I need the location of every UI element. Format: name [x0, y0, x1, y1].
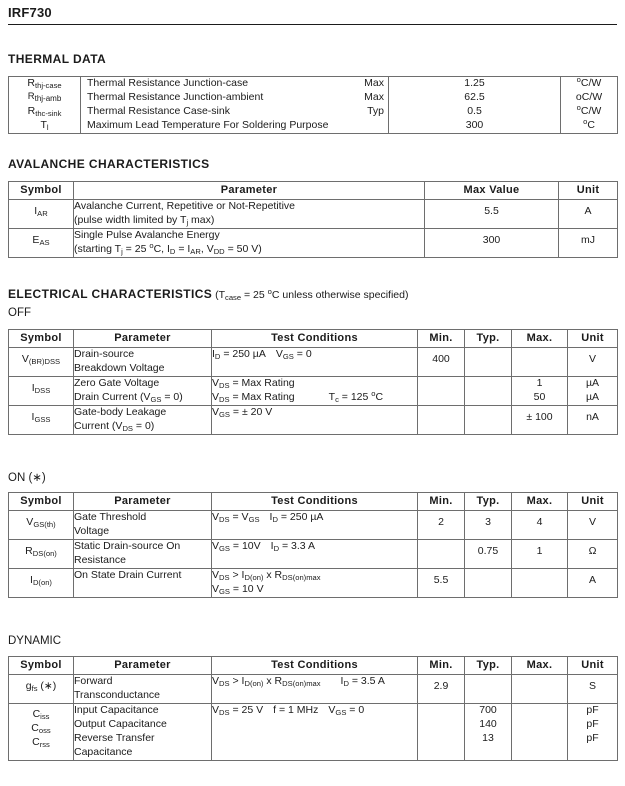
off-max: ± 100: [512, 405, 568, 434]
off-symbol: $V_{(BR)DSS}$: [9, 348, 74, 377]
thermal-symbol: $R_{thj-amb}$: [9, 91, 81, 105]
off-test-conditions: $V_{GS}$ = ± 20 V: [212, 405, 418, 434]
table-row: [9, 348, 618, 377]
off-max: [512, 348, 568, 377]
table-header-row: [9, 182, 618, 200]
dynamic-unit: pF pF pF: [568, 703, 618, 760]
on-unit: A: [568, 568, 618, 597]
thermal-value: 62.5: [389, 91, 561, 105]
column-header-unit: Unit: [568, 493, 618, 511]
dynamic-parameter: Input Capacitance Output Capacitance Reverse Transfer Capacitance: [74, 703, 212, 760]
on-parameter: On State Drain Current: [74, 568, 212, 597]
section-heading-thermal: THERMAL DATA: [8, 52, 107, 66]
subsection-heading-on: ON (∗): [8, 472, 46, 484]
column-header-symbol: Symbol: [9, 493, 74, 511]
table-row: [9, 568, 618, 597]
thermal-parameter: Maximum Lead Temperature For Soldering Purpose: [81, 119, 389, 133]
thermal-unit: $^o$C/W: [561, 105, 618, 119]
thermal-value: 1.25: [389, 77, 561, 91]
thermal-symbol: $R_{thj-case}$: [9, 77, 81, 91]
on-test-conditions: $V_{DS} = V_{GS}$ $I_D = 250$ µA: [212, 511, 418, 540]
table-row: [9, 405, 618, 434]
dynamic-max: [512, 675, 568, 704]
thermal-data-table: [8, 76, 618, 134]
off-typ: [465, 405, 512, 434]
on-test-conditions: $V_{DS} > I_{D(on)}$ x $R_{DS(on)max}$ $V_{GS} = 10$ V: [212, 568, 418, 597]
off-test-conditions: $V_{DS}$ = Max Rating $V_{DS}$ = Max Rating $T_c = 125$ $^o$C: [212, 376, 418, 405]
column-header-max: Max.: [512, 657, 568, 675]
column-header-unit: Unit: [568, 657, 618, 675]
column-header-min: Min.: [418, 330, 465, 348]
table-row: [9, 539, 618, 568]
thermal-parameter: Thermal Resistance Junction-case Max: [81, 77, 389, 91]
on-min: 5.5: [418, 568, 465, 597]
dynamic-max: [512, 703, 568, 760]
off-max: 1 50: [512, 376, 568, 405]
thermal-value: 300: [389, 119, 561, 133]
on-max: 1: [512, 539, 568, 568]
table-row: [9, 200, 618, 229]
thermal-unit: $^o$C: [561, 119, 618, 133]
on-min: [418, 539, 465, 568]
column-header-parameter: Parameter: [74, 182, 425, 200]
off-min: 400: [418, 348, 465, 377]
column-header-max: Max.: [512, 493, 568, 511]
on-max: [512, 568, 568, 597]
table-row: [9, 228, 618, 257]
on-unit: Ω: [568, 539, 618, 568]
avalanche-parameter: Avalanche Current, Repetitive or Not-Repetitive (pulse width limited by $T_j$ max): [74, 200, 425, 229]
table-header-row: [9, 657, 618, 675]
dynamic-typ: [465, 675, 512, 704]
dynamic-test-conditions: $V_{DS} = 25$ V f = 1 MHz $V_{GS} = 0$: [212, 703, 418, 760]
column-header-min: Min.: [418, 493, 465, 511]
subsection-heading-off: OFF: [8, 307, 31, 319]
on-max: 4: [512, 511, 568, 540]
thermal-value: 0.5: [389, 105, 561, 119]
off-test-conditions: $I_D = 250$ µA $V_{GS} = 0$: [212, 348, 418, 377]
column-header-unit: Unit: [559, 182, 618, 200]
title-divider: [8, 24, 617, 25]
off-symbol: $I_{GSS}$: [9, 405, 74, 434]
column-header-test-conditions: Test Conditions: [212, 493, 418, 511]
avalanche-symbol: $E_{AS}$: [9, 228, 74, 257]
thermal-parameter: Thermal Resistance Case-sink Typ: [81, 105, 389, 119]
dynamic-table: [8, 656, 618, 761]
avalanche-max-value: 300: [425, 228, 559, 257]
off-symbol: $I_{DSS}$: [9, 376, 74, 405]
section-heading-electrical: ELECTRICAL CHARACTERISTICS ($T_{case} = 25$ $^o$C unless otherwise specified): [8, 287, 409, 303]
on-typ: 3: [465, 511, 512, 540]
on-typ: 0.75: [465, 539, 512, 568]
dynamic-unit: S: [568, 675, 618, 704]
thermal-unit: oC/W: [561, 91, 618, 105]
off-unit: nA: [568, 405, 618, 434]
dynamic-min: [418, 703, 465, 760]
column-header-unit: Unit: [568, 330, 618, 348]
off-typ: [465, 348, 512, 377]
dynamic-min: 2.9: [418, 675, 465, 704]
column-header-max-value: Max Value: [425, 182, 559, 200]
avalanche-max-value: 5.5: [425, 200, 559, 229]
table-header-row: [9, 493, 618, 511]
on-symbol: $I_{D(on)}$: [9, 568, 74, 597]
column-header-symbol: Symbol: [9, 330, 74, 348]
column-header-symbol: Symbol: [9, 657, 74, 675]
column-header-typ: Typ.: [465, 493, 512, 511]
table-header-row: [9, 330, 618, 348]
off-parameter: Gate-body Leakage Current $(V_{DS} = 0)$: [74, 405, 212, 434]
thermal-parameter: Thermal Resistance Junction-ambient Max: [81, 91, 389, 105]
thermal-symbol: $R_{thc-sink}$: [9, 105, 81, 119]
dynamic-test-conditions: $V_{DS} > I_{D(on)}$ x $R_{DS(on)max}$ $I_D = 3.5$ A: [212, 675, 418, 704]
off-min: [418, 376, 465, 405]
page-title: IRF730: [8, 5, 52, 20]
column-header-typ: Typ.: [465, 657, 512, 675]
table-row: [9, 511, 618, 540]
on-min: 2: [418, 511, 465, 540]
avalanche-symbol: $I_{AR}$: [9, 200, 74, 229]
column-header-parameter: Parameter: [74, 330, 212, 348]
on-unit: V: [568, 511, 618, 540]
column-header-parameter: Parameter: [74, 493, 212, 511]
on-typ: [465, 568, 512, 597]
column-header-typ: Typ.: [465, 330, 512, 348]
on-test-conditions: $V_{GS} = 10V$ $I_D = 3.3$ A: [212, 539, 418, 568]
on-parameter: Static Drain-source On Resistance: [74, 539, 212, 568]
off-parameter: Zero Gate Voltage Drain Current $(V_{GS} = 0)$: [74, 376, 212, 405]
table-row: [9, 77, 618, 91]
on-symbol: $R_{DS(on)}$: [9, 539, 74, 568]
avalanche-unit: A: [559, 200, 618, 229]
table-row: [9, 376, 618, 405]
section-heading-avalanche: AVALANCHE CHARACTERISTICS: [8, 157, 210, 171]
column-header-test-conditions: Test Conditions: [212, 657, 418, 675]
off-unit: µA µA: [568, 376, 618, 405]
subsection-heading-dynamic: DYNAMIC: [8, 635, 62, 647]
off-table: [8, 329, 618, 435]
off-parameter: Drain-source Breakdown Voltage: [74, 348, 212, 377]
on-parameter: Gate Threshold Voltage: [74, 511, 212, 540]
column-header-min: Min.: [418, 657, 465, 675]
thermal-unit: $^o$C/W: [561, 77, 618, 91]
thermal-symbol: $T_l$: [9, 119, 81, 133]
off-typ: [465, 376, 512, 405]
table-row: [9, 91, 618, 105]
table-row: [9, 675, 618, 704]
off-min: [418, 405, 465, 434]
column-header-max: Max.: [512, 330, 568, 348]
column-header-test-conditions: Test Conditions: [212, 330, 418, 348]
avalanche-parameter: Single Pulse Avalanche Energy (starting $T_j = 25$ $^o$C, $I_D = I_{AR}$, $V_{DD} = 50$ V): [74, 228, 425, 257]
column-header-symbol: Symbol: [9, 182, 74, 200]
dynamic-typ: 700 140 13: [465, 703, 512, 760]
table-row: [9, 119, 618, 133]
off-unit: V: [568, 348, 618, 377]
avalanche-table: [8, 181, 618, 258]
dynamic-symbol: $g_{fs}$ (∗): [9, 675, 74, 704]
avalanche-unit: mJ: [559, 228, 618, 257]
dynamic-symbol: $C_{iss}$ $C_{oss}$ $C_{rss}$: [9, 703, 74, 760]
column-header-parameter: Parameter: [74, 657, 212, 675]
dynamic-parameter: Forward Transconductance: [74, 675, 212, 704]
on-table: [8, 492, 618, 598]
on-symbol: $V_{GS(th)}$: [9, 511, 74, 540]
table-row: [9, 703, 618, 760]
table-row: [9, 105, 618, 119]
